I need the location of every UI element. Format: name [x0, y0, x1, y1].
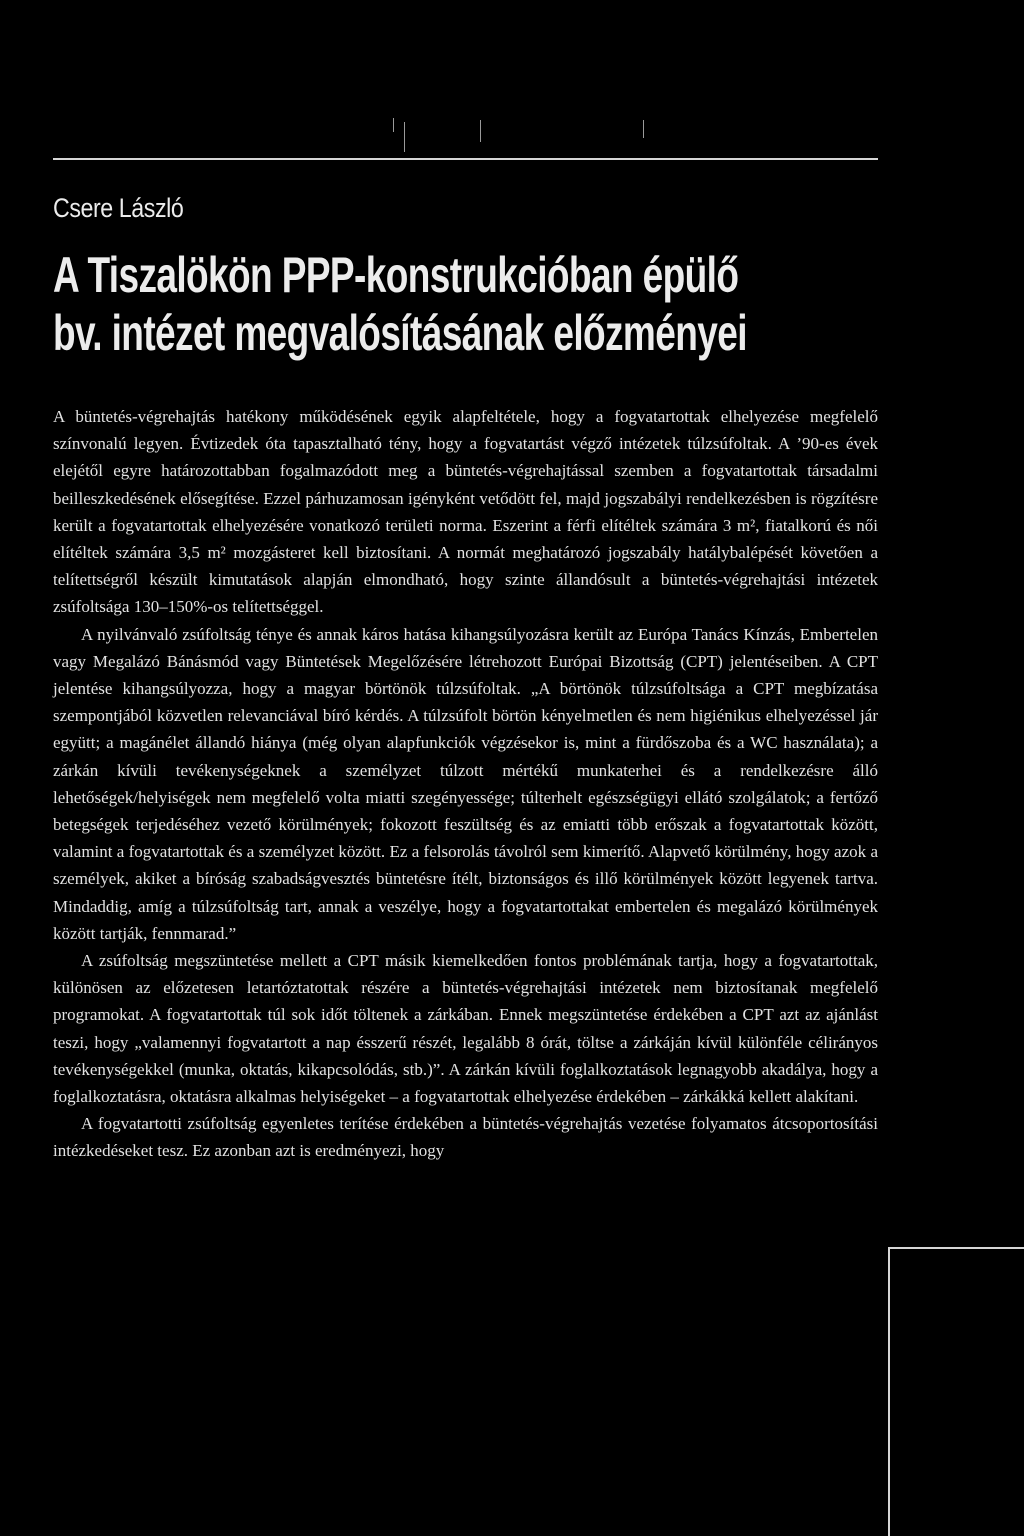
author-name: Csere László	[53, 193, 184, 223]
title-line-2: bv. intézet megvalósításának előzményei	[53, 305, 747, 361]
scan-speck	[480, 120, 481, 142]
paragraph: A zsúfoltság megszüntetése mellett a CPT másik kiemelkedően fontos problémának tartja, hogy a fogvatartottak, különösen az előzetesen letartóztatottak részére a büntetés-végrehajtási intézetek nem biztosítanak megfelelő programokat. A fogvatartottak túl sok időt töltenek a zárkában. Ennek megszüntetése érdekében a CPT azt az ajánlást teszi, hogy „valamennyi fogvatartott a nap ésszerű részét, legalább 8 órát, töltse a zárkáján kívül különféle célirányos tevékenységekkel (munka, oktatás, kikapcsolódás, stb.)”. A zárkán kívüli foglalkoztatások legnagyobb akadálya, hogy a foglalkoztatásra, oktatásra alkalmas helyiségeket – a fogvatartottak elhelyezése érdekében – zárkákká kellett alakítani.	[53, 951, 878, 1107]
paragraph: A nyilvánvaló zsúfoltság ténye és annak káros hatása kihangsúlyozásra került az Európa Tanács Kínzás, Embertelen vagy Megalázó Bánásmód vagy Büntetések Megelőzésére létrehozott Európai Bizottság (CPT) jelentéseiben. A CPT jelentése kihangsúlyozza, hogy a magyar börtönök túlzsúfoltak. „A börtönök túlzsúfoltsága a CPT megbízatása szempontjából közvetlen relevanciával bíró kérdés. A túlzsúfolt börtön kényelmetlen és nem higiénikus elhelyezéssel jár együtt; a magánélet állandó hiánya (még olyan alapfunkciók végzésekor is, mint a fürdőszoba és a WC használata); a zárkán kívüli tevékenységeknek a személyzet túlzott mértékű munkaterhei és a rendelkezésre álló lehetőségek/helyiségek nem megfelelő volta miatti szegényessége; túlterhelt egészségügyi ellátó szolgálatok; a fertőző betegségek terjedéséhez vezető körülmények; fokozott feszültség és az emiatti több erőszak a fogvatartottak között, valamint a fogvatartottak és a személyzet között. Ez a felsorolás távolról sem kimerítő. Alapvető körülmény, hogy azok a személyek, akiket a bíróság szabadságvesztés büntetésre ítélt, biztonságos és illő körülmények között legyenek tartva. Mindaddig, amíg a túlzsúfoltság tart, annak a veszélye, hogy a fogvatartottakat embertelen és megalázó körülmények között tartják, fennmarad.”	[53, 624, 878, 943]
scan-speck	[643, 120, 644, 138]
paragraph: A fogvatartotti zsúfoltság egyenletes terítése érdekében a büntetés-végrehajtás vezetése folyamatos átcsoportosítási intézkedéseket tesz. Ez azonban azt is eredményezi, hogy	[53, 1114, 878, 1161]
scan-speck	[393, 118, 394, 132]
scan-speck	[404, 122, 405, 152]
paragraph: A büntetés-végrehajtás hatékony működésének egyik alapfeltétele, hogy a fogvatartottak elhelyezése megfelelő színvonalú legyen. Évtizedek óta tapasztalható tény, hogy a fogvatartást végző intézetek túlzsúfoltak. A ’90-es évek elejétől egyre határozottabban fogalmazódott meg a büntetés-végrehajtással szemben a fogvatartottak társadalmi beilleszkedésének elősegítése. Ezzel párhuzamosan igényként vetődött fel, majd jogszabályi rendelkezésben is rögzítésre került a fogvatartottak elhelyezésére vonatkozó területi norma. Eszerint a férfi elítéltek számára 3 m², fiatalkorú és női elítéltek számára 3,5 m² mozgásteret kell biztosítani. A normát meghatározó jogszabály hatálybalépését követően a telítettségről készült kimutatások alapján elmondható, hogy szinte állandósult a büntetés-végrehajtási intézetek zsúfoltsága 130–150%-os telítettséggel.	[53, 407, 878, 617]
article-body	[53, 403, 878, 1165]
article-title	[53, 246, 747, 362]
margin-box	[888, 1247, 1024, 1536]
title-line-1: A Tiszalökön PPP-konstrukcióban épülő	[53, 247, 739, 303]
header-rule	[53, 158, 878, 160]
